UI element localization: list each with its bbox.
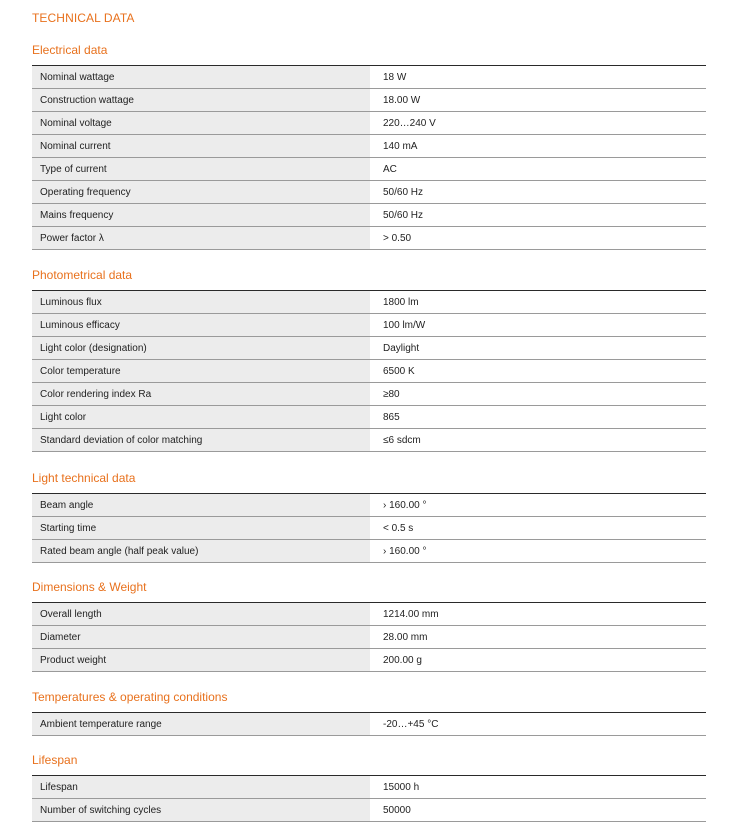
table-row [32,181,706,204]
electrical-data-table [32,65,706,250]
row-label: Overall length [32,603,370,626]
table-row [32,112,706,135]
section-title-photometrical: Photometrical data [32,268,133,282]
temperatures-table [32,712,706,736]
row-value: ≤6 sdcm [376,429,706,452]
row-label: Color temperature [32,360,370,383]
table-row [32,713,706,736]
table-row [32,204,706,227]
table-row [32,314,706,337]
dimensions-weight-table [32,602,706,672]
table-row [32,337,706,360]
table-row [32,776,706,799]
section-title-dimensions: Dimensions & Weight [32,580,147,594]
row-label: Standard deviation of color matching [32,429,370,452]
row-value: 6500 K [376,360,706,383]
row-label: Color rendering index Ra [32,383,370,406]
row-label: Construction wattage [32,89,370,112]
row-value: › 160.00 ° [376,540,706,563]
lifespan-table [32,775,706,822]
table-row [32,66,706,89]
row-label: Luminous flux [32,291,370,314]
section-title-temperatures: Temperatures & operating conditions [32,690,228,704]
row-value: 18 W [376,66,706,89]
row-label: Nominal current [32,135,370,158]
section-title-lifespan: Lifespan [32,753,78,767]
row-value: Daylight [376,337,706,360]
row-value: > 0.50 [376,227,706,250]
table-row [32,540,706,563]
row-label: Nominal voltage [32,112,370,135]
table-row [32,406,706,429]
table-row [32,227,706,250]
table-row [32,291,706,314]
section-title-light-technical: Light technical data [32,471,136,485]
row-value: 50000 [376,799,706,822]
table-row [32,799,706,822]
row-value: 18.00 W [376,89,706,112]
row-label: Beam angle [32,494,370,517]
row-label: Number of switching cycles [32,799,370,822]
row-label: Lifespan [32,776,370,799]
row-value: 28.00 mm [376,626,706,649]
row-label: Mains frequency [32,204,370,227]
table-row [32,429,706,452]
row-label: Ambient temperature range [32,713,370,736]
section-title-electrical: Electrical data [32,43,108,57]
light-technical-data-table [32,493,706,563]
row-value: 1214.00 mm [376,603,706,626]
row-value: AC [376,158,706,181]
row-value: 200.00 g [376,649,706,672]
table-row [32,383,706,406]
row-value: -20…+45 °C [376,713,706,736]
row-value: < 0.5 s [376,517,706,540]
table-row [32,158,706,181]
row-value: 100 lm/W [376,314,706,337]
row-label: Light color [32,406,370,429]
table-row [32,649,706,672]
row-label: Luminous efficacy [32,314,370,337]
table-row [32,517,706,540]
table-row [32,603,706,626]
row-label: Starting time [32,517,370,540]
row-value: › 160.00 ° [376,494,706,517]
table-row [32,626,706,649]
row-value: ≥80 [376,383,706,406]
photometrical-data-table [32,290,706,452]
table-row [32,494,706,517]
row-label: Nominal wattage [32,66,370,89]
row-value: 220…240 V [376,112,706,135]
row-value: 865 [376,406,706,429]
row-value: 50/60 Hz [376,204,706,227]
row-label: Rated beam angle (half peak value) [32,540,370,563]
table-row [32,360,706,383]
page-title: TECHNICAL DATA [32,11,135,25]
row-value: 15000 h [376,776,706,799]
row-label: Light color (designation) [32,337,370,360]
table-row [32,135,706,158]
row-label: Diameter [32,626,370,649]
row-value: 1800 lm [376,291,706,314]
row-label: Power factor λ [32,227,370,250]
row-label: Operating frequency [32,181,370,204]
row-label: Type of current [32,158,370,181]
row-value: 140 mA [376,135,706,158]
row-value: 50/60 Hz [376,181,706,204]
table-row [32,89,706,112]
row-label: Product weight [32,649,370,672]
